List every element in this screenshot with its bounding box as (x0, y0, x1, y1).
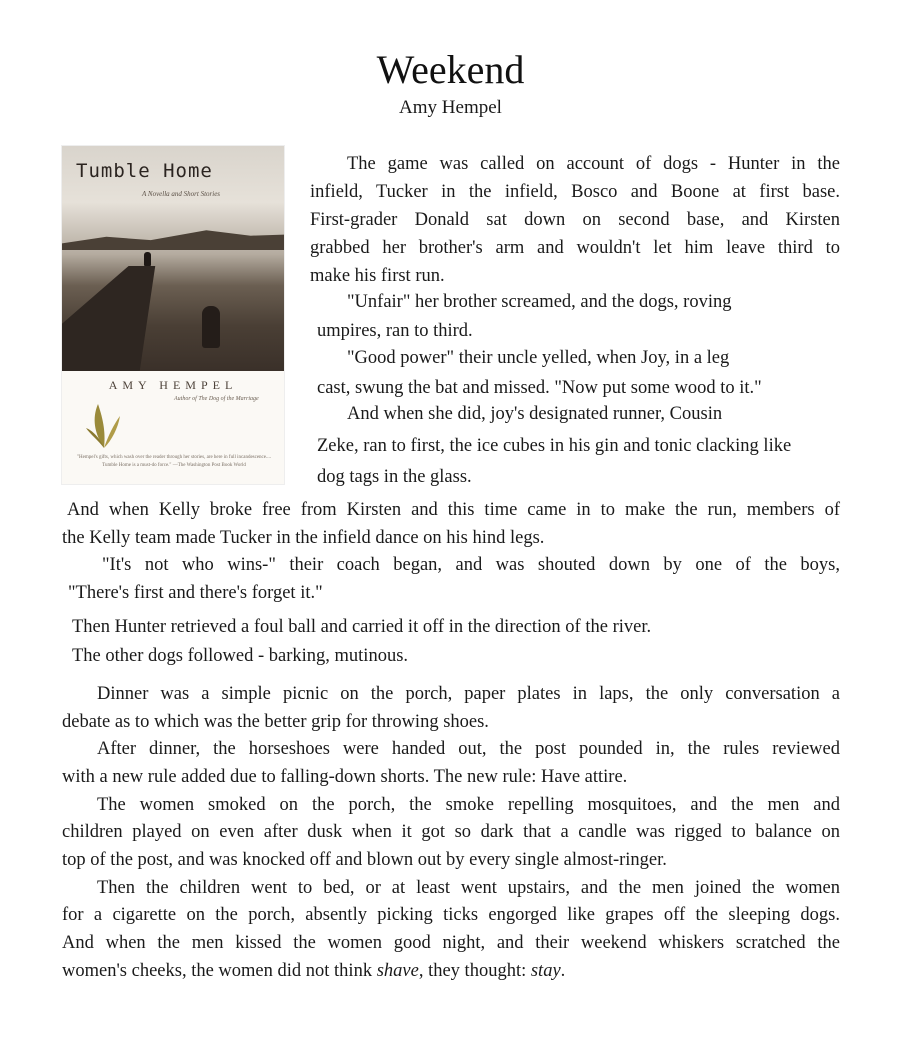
text-line: Then Hunter retrieved a foul ball and carried it off in the direction of the river. (72, 617, 652, 637)
text-line: "Good power" their uncle yelled, when Joy, in a leg (347, 348, 730, 368)
text-line: The game was called on account of dogs - Hunter in the (347, 154, 840, 174)
text-line: Zeke, ran to first, the ice cubes in his gin and tonic clacking like (317, 436, 792, 456)
text-line: for a cigarette on the porch, absently picking ticks engorged like grapes off the sleeping dogs. (62, 905, 840, 925)
text-line: After dinner, the horseshoes were handed out, the post pounded in, the rules reviewed (97, 739, 840, 759)
story-title: Weekend (376, 47, 525, 92)
cover-author-note: Author of The Dog of the Marriage (174, 396, 259, 402)
text-line: Dinner was a simple picnic on the porch, paper plates in laps, the only conversation a (97, 684, 840, 704)
cover-hills (62, 228, 284, 250)
text-line: make his first run. (310, 266, 445, 286)
text-line: dog tags in the glass. (317, 467, 472, 487)
text-line: And when Kelly broke free from Kirsten and this time came in to make the run, members of (67, 500, 840, 520)
cover-figure-on-dock (144, 252, 151, 266)
book-cover-image (62, 146, 284, 484)
text-line-last (62, 960, 565, 982)
text-line: grabbed her brother's arm and wouldn't let him leave third to (310, 238, 840, 258)
text-line: Then the children went to bed, or at least went upstairs, and the men joined the women (97, 878, 840, 898)
text-line: top of the post, and was knocked off and blown out by every single almost-ringer. (62, 850, 667, 870)
cover-quote: "Hempel's gifts, which wash over the reader through her stories, are here in full incandescence.... Tumble Home is a must-do force." —The Washington Post Book World (77, 455, 271, 468)
cover-figure-child (202, 306, 220, 348)
text-line: cast, swung the bat and missed. "Now put some wood to it." (317, 378, 762, 398)
text-line: debate as to which was the better grip for throwing shoes. (62, 712, 489, 732)
text-line: "There's first and there's forget it." (68, 583, 323, 603)
text-line: children played on even after dusk when it got so dark that a candle was rigged to balance on (62, 822, 840, 842)
cover-title: Tumble Home (76, 160, 213, 182)
italic-word-stay: stay (530, 961, 561, 981)
text-line: infield, Tucker in the infield, Bosco and Boone at first base. (310, 182, 840, 202)
cover-subtitle: A Novella and Short Stories (142, 190, 221, 198)
cover-author: AMY HEMPEL (108, 378, 238, 392)
italic-word-shave: shave (376, 961, 419, 981)
text-line: "Unfair" her brother screamed, and the dogs, roving (347, 292, 732, 312)
cover-dock (62, 266, 284, 371)
text-line: "It's not who wins-" their coach began, and was shouted down by one of the boys, (102, 555, 840, 575)
text-line: And when the men kissed the women good night, and their weekend whiskers scratched the (62, 933, 840, 953)
text-line: with a new rule added due to falling-down shorts. The new rule: Have attire. (62, 767, 628, 787)
text-line: the Kelly team made Tucker in the infield dance on his hind legs. (62, 528, 545, 548)
text-run: women's cheeks, the women did not think (62, 961, 377, 981)
text-run: . (560, 961, 566, 981)
text-line: First-grader Donald sat down on second base, and Kirsten (310, 210, 840, 230)
text-line: umpires, ran to third. (317, 321, 473, 341)
text-line: And when she did, joy's designated runner, Cousin (347, 404, 723, 424)
text-line: The other dogs followed - barking, mutinous. (72, 646, 409, 666)
text-run: , they thought: (418, 961, 531, 981)
text-line: The women smoked on the porch, the smoke repelling mosquitoes, and the men and (97, 795, 840, 815)
story-author: Amy Hempel (399, 97, 502, 118)
leaf-icon (84, 398, 124, 450)
